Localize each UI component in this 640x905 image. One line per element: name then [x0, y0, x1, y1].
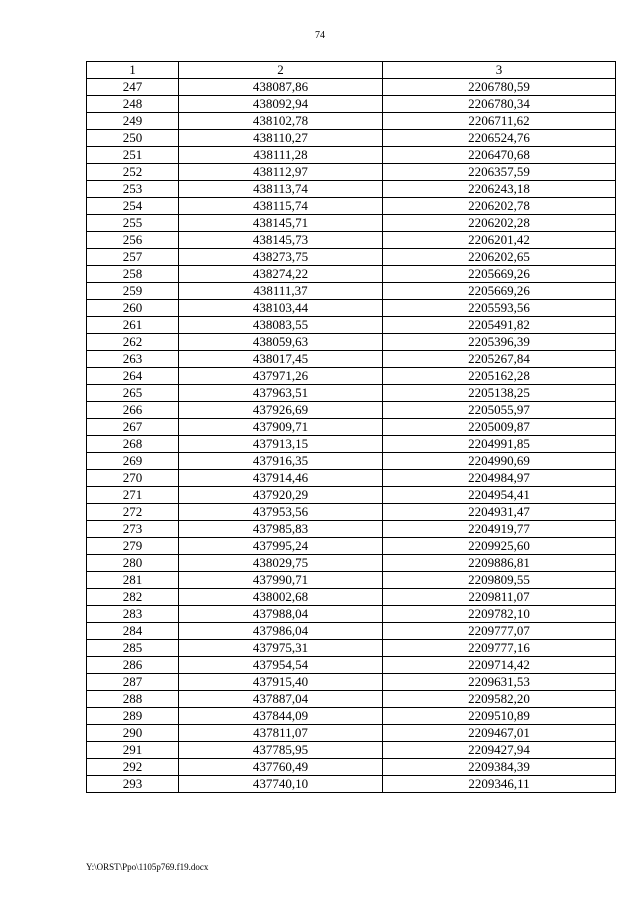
cell-point-number: 260 [87, 300, 179, 317]
table-body [87, 79, 616, 793]
cell-point-number: 272 [87, 504, 179, 521]
table-row [87, 79, 616, 96]
cell-y-coordinate: 2205009,87 [383, 419, 616, 436]
cell-point-number: 249 [87, 113, 179, 130]
cell-y-coordinate: 2204984,97 [383, 470, 616, 487]
cell-y-coordinate: 2209384,39 [383, 759, 616, 776]
cell-x-coordinate: 438110,27 [179, 130, 383, 147]
cell-y-coordinate: 2205396,39 [383, 334, 616, 351]
cell-x-coordinate: 437995,24 [179, 538, 383, 555]
cell-point-number: 273 [87, 521, 179, 538]
cell-y-coordinate: 2206711,62 [383, 113, 616, 130]
cell-y-coordinate: 2206524,76 [383, 130, 616, 147]
cell-x-coordinate: 437986,04 [179, 623, 383, 640]
cell-y-coordinate: 2209631,53 [383, 674, 616, 691]
table-row [87, 164, 616, 181]
table-row [87, 674, 616, 691]
cell-point-number: 263 [87, 351, 179, 368]
cell-y-coordinate: 2206780,59 [383, 79, 616, 96]
cell-x-coordinate: 438102,78 [179, 113, 383, 130]
table-header-row [87, 62, 616, 79]
cell-point-number: 264 [87, 368, 179, 385]
cell-y-coordinate: 2209467,01 [383, 725, 616, 742]
header-cell-point-number: 1 [87, 62, 179, 79]
footer-file-path: Y:\ORST\Ppo\1105p769.f19.docx [86, 862, 209, 872]
table-row [87, 266, 616, 283]
cell-y-coordinate: 2206202,28 [383, 215, 616, 232]
cell-point-number: 247 [87, 79, 179, 96]
cell-point-number: 292 [87, 759, 179, 776]
table-row [87, 572, 616, 589]
cell-y-coordinate: 2206202,65 [383, 249, 616, 266]
cell-point-number: 271 [87, 487, 179, 504]
table-row [87, 419, 616, 436]
cell-point-number: 265 [87, 385, 179, 402]
cell-x-coordinate: 437971,26 [179, 368, 383, 385]
table-row [87, 402, 616, 419]
cell-x-coordinate: 438145,71 [179, 215, 383, 232]
cell-x-coordinate: 438083,55 [179, 317, 383, 334]
cell-y-coordinate: 2205491,82 [383, 317, 616, 334]
cell-point-number: 282 [87, 589, 179, 606]
table-row [87, 776, 616, 793]
cell-y-coordinate: 2205162,28 [383, 368, 616, 385]
cell-y-coordinate: 2209777,07 [383, 623, 616, 640]
cell-x-coordinate: 437975,31 [179, 640, 383, 657]
cell-x-coordinate: 438111,28 [179, 147, 383, 164]
cell-x-coordinate: 438273,75 [179, 249, 383, 266]
cell-point-number: 266 [87, 402, 179, 419]
cell-x-coordinate: 437914,46 [179, 470, 383, 487]
table-row [87, 453, 616, 470]
cell-y-coordinate: 2209510,89 [383, 708, 616, 725]
cell-point-number: 283 [87, 606, 179, 623]
table-row [87, 487, 616, 504]
cell-x-coordinate: 437887,04 [179, 691, 383, 708]
cell-x-coordinate: 438115,74 [179, 198, 383, 215]
cell-point-number: 279 [87, 538, 179, 555]
cell-x-coordinate: 438145,73 [179, 232, 383, 249]
cell-y-coordinate: 2206357,59 [383, 164, 616, 181]
cell-y-coordinate: 2206201,42 [383, 232, 616, 249]
cell-y-coordinate: 2206780,34 [383, 96, 616, 113]
cell-point-number: 281 [87, 572, 179, 589]
table-row [87, 606, 616, 623]
cell-y-coordinate: 2205669,26 [383, 266, 616, 283]
cell-y-coordinate: 2205267,84 [383, 351, 616, 368]
cell-x-coordinate: 438017,45 [179, 351, 383, 368]
cell-x-coordinate: 438087,86 [179, 79, 383, 96]
header-cell-y-coordinate: 3 [383, 62, 616, 79]
cell-x-coordinate: 438002,68 [179, 589, 383, 606]
cell-point-number: 286 [87, 657, 179, 674]
cell-x-coordinate: 437913,15 [179, 436, 383, 453]
table-row [87, 742, 616, 759]
table-header [87, 62, 616, 79]
cell-y-coordinate: 2206243,18 [383, 181, 616, 198]
table-row [87, 334, 616, 351]
cell-x-coordinate: 438112,97 [179, 164, 383, 181]
table-row [87, 504, 616, 521]
cell-x-coordinate: 438059,63 [179, 334, 383, 351]
cell-y-coordinate: 2209777,16 [383, 640, 616, 657]
table-row [87, 555, 616, 572]
cell-point-number: 258 [87, 266, 179, 283]
cell-y-coordinate: 2209582,20 [383, 691, 616, 708]
cell-y-coordinate: 2205593,56 [383, 300, 616, 317]
cell-point-number: 255 [87, 215, 179, 232]
cell-y-coordinate: 2205138,25 [383, 385, 616, 402]
cell-point-number: 290 [87, 725, 179, 742]
table-row [87, 436, 616, 453]
table-row [87, 640, 616, 657]
cell-x-coordinate: 437988,04 [179, 606, 383, 623]
cell-point-number: 288 [87, 691, 179, 708]
cell-y-coordinate: 2209811,07 [383, 589, 616, 606]
cell-y-coordinate: 2206202,78 [383, 198, 616, 215]
cell-point-number: 268 [87, 436, 179, 453]
table-row [87, 589, 616, 606]
cell-point-number: 253 [87, 181, 179, 198]
header-cell-x-coordinate: 2 [179, 62, 383, 79]
table-row [87, 691, 616, 708]
table-row [87, 249, 616, 266]
cell-x-coordinate: 437785,95 [179, 742, 383, 759]
table-row [87, 470, 616, 487]
cell-x-coordinate: 437985,83 [179, 521, 383, 538]
table-row [87, 657, 616, 674]
cell-y-coordinate: 2204991,85 [383, 436, 616, 453]
cell-point-number: 293 [87, 776, 179, 793]
cell-y-coordinate: 2209886,81 [383, 555, 616, 572]
cell-point-number: 280 [87, 555, 179, 572]
cell-point-number: 262 [87, 334, 179, 351]
table-row [87, 215, 616, 232]
page-number: 74 [315, 30, 325, 41]
table-row [87, 538, 616, 555]
table-row [87, 759, 616, 776]
cell-point-number: 270 [87, 470, 179, 487]
cell-point-number: 252 [87, 164, 179, 181]
table-row [87, 317, 616, 334]
cell-point-number: 284 [87, 623, 179, 640]
table-row [87, 232, 616, 249]
cell-x-coordinate: 437760,49 [179, 759, 383, 776]
cell-y-coordinate: 2209346,11 [383, 776, 616, 793]
cell-x-coordinate: 438029,75 [179, 555, 383, 572]
table-row [87, 351, 616, 368]
table-row [87, 385, 616, 402]
table-row [87, 283, 616, 300]
cell-y-coordinate: 2205669,26 [383, 283, 616, 300]
cell-y-coordinate: 2204990,69 [383, 453, 616, 470]
cell-point-number: 267 [87, 419, 179, 436]
cell-x-coordinate: 437811,07 [179, 725, 383, 742]
table-row [87, 623, 616, 640]
cell-x-coordinate: 437915,40 [179, 674, 383, 691]
cell-x-coordinate: 437954,54 [179, 657, 383, 674]
cell-y-coordinate: 2206470,68 [383, 147, 616, 164]
cell-point-number: 256 [87, 232, 179, 249]
cell-x-coordinate: 438113,74 [179, 181, 383, 198]
cell-point-number: 248 [87, 96, 179, 113]
cell-x-coordinate: 437909,71 [179, 419, 383, 436]
cell-point-number: 259 [87, 283, 179, 300]
table-row [87, 521, 616, 538]
cell-x-coordinate: 437990,71 [179, 572, 383, 589]
cell-x-coordinate: 438274,22 [179, 266, 383, 283]
cell-x-coordinate: 437844,09 [179, 708, 383, 725]
table-row [87, 708, 616, 725]
cell-y-coordinate: 2204919,77 [383, 521, 616, 538]
cell-x-coordinate: 437916,35 [179, 453, 383, 470]
table-row [87, 368, 616, 385]
cell-y-coordinate: 2209809,55 [383, 572, 616, 589]
table-row [87, 130, 616, 147]
cell-point-number: 254 [87, 198, 179, 215]
cell-x-coordinate: 438111,37 [179, 283, 383, 300]
cell-y-coordinate: 2209782,10 [383, 606, 616, 623]
cell-point-number: 261 [87, 317, 179, 334]
cell-point-number: 289 [87, 708, 179, 725]
cell-x-coordinate: 437963,51 [179, 385, 383, 402]
table-row [87, 300, 616, 317]
cell-x-coordinate: 438103,44 [179, 300, 383, 317]
coordinates-table [86, 61, 616, 793]
table-row [87, 96, 616, 113]
cell-x-coordinate: 438092,94 [179, 96, 383, 113]
cell-x-coordinate: 437953,56 [179, 504, 383, 521]
cell-x-coordinate: 437926,69 [179, 402, 383, 419]
cell-y-coordinate: 2204931,47 [383, 504, 616, 521]
cell-y-coordinate: 2209427,94 [383, 742, 616, 759]
cell-point-number: 257 [87, 249, 179, 266]
cell-point-number: 269 [87, 453, 179, 470]
cell-y-coordinate: 2204954,41 [383, 487, 616, 504]
table-row [87, 198, 616, 215]
table-row [87, 147, 616, 164]
cell-point-number: 250 [87, 130, 179, 147]
cell-point-number: 285 [87, 640, 179, 657]
table-row [87, 181, 616, 198]
cell-y-coordinate: 2209714,42 [383, 657, 616, 674]
cell-point-number: 291 [87, 742, 179, 759]
table-row [87, 725, 616, 742]
cell-point-number: 251 [87, 147, 179, 164]
cell-point-number: 287 [87, 674, 179, 691]
cell-y-coordinate: 2205055,97 [383, 402, 616, 419]
cell-x-coordinate: 437740,10 [179, 776, 383, 793]
cell-x-coordinate: 437920,29 [179, 487, 383, 504]
cell-y-coordinate: 2209925,60 [383, 538, 616, 555]
table-row [87, 113, 616, 130]
